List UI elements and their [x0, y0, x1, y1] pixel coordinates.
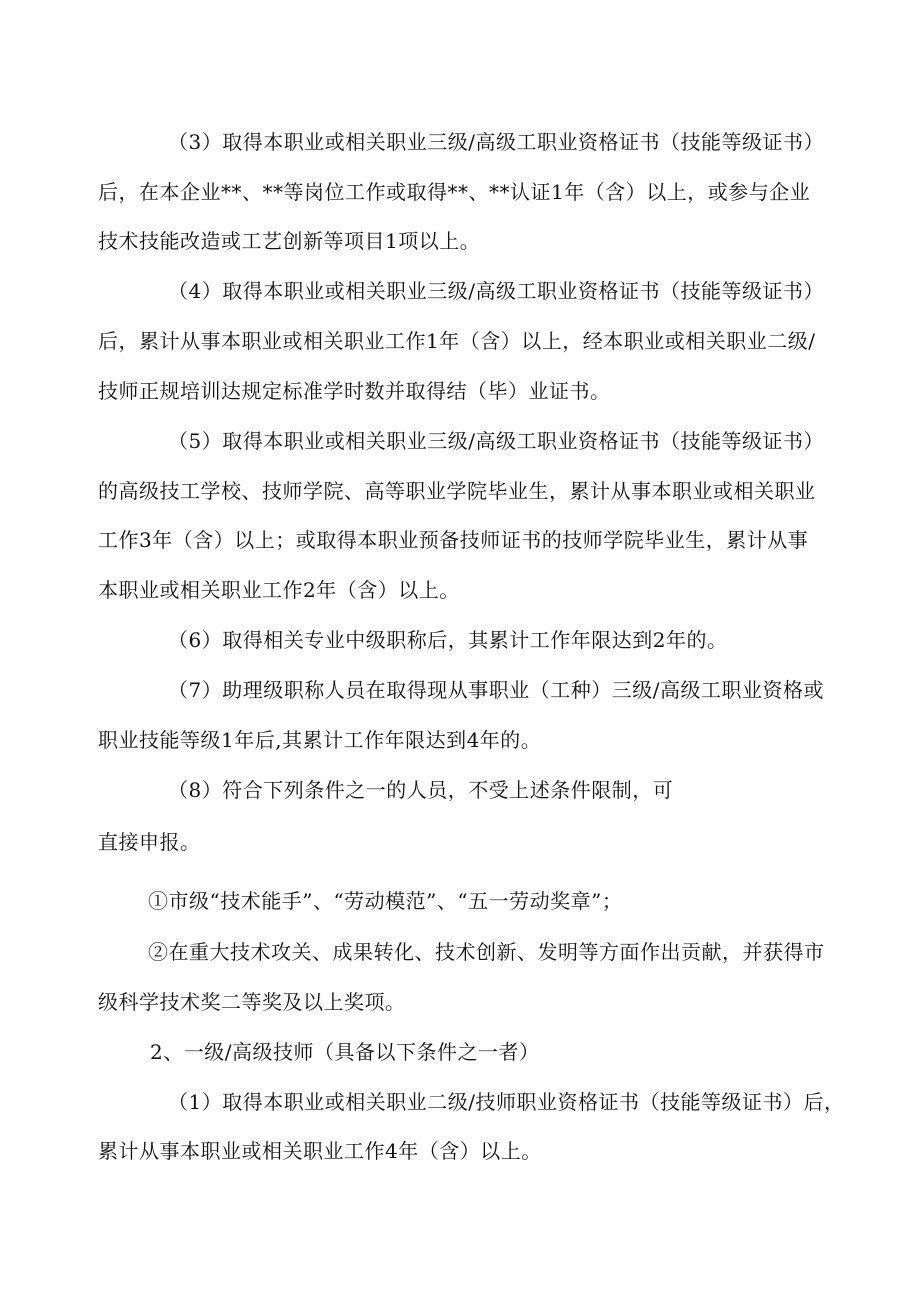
paragraph-3-line-1: （3）取得本职业或相关职业三级/高级工职业资格证书（技能等级证书）: [168, 130, 824, 154]
paragraph-3-line-3: 技术技能改造或工艺创新等项目1项以上。: [98, 229, 481, 253]
paragraph-8-line-1: （8）符合下列条件之一的人员，不受上述条件限制，可: [168, 778, 674, 802]
paragraph-5-line-4: 本职业或相关职业工作2年（含）以上。: [98, 578, 460, 602]
paragraph-5-line-1: （5）取得本职业或相关职业三级/高级工职业资格证书（技能等级证书）: [168, 429, 824, 453]
paragraph-4-line-1: （4）取得本职业或相关职业三级/高级工职业资格证书（技能等级证书）: [168, 279, 824, 303]
item-2-line-1: ②在重大技术攻关、成果转化、技术创新、发明等方面作出贡献，并获得市: [148, 940, 825, 964]
paragraph-7-line-2: 职业技能等级1年后,其累计工作年限达到4年的。: [98, 728, 542, 752]
paragraph-8-line-2: 直接申报。: [98, 830, 201, 854]
section-2-item-1-line-2: 累计从事本职业或相关职业工作4年（含）以上。: [98, 1139, 542, 1163]
paragraph-7-line-1: （7）助理级职称人员在取得现从事职业（工种）三级/高级工职业资格或: [168, 678, 824, 702]
item-2-line-2: 级科学技术奖二等奖及以上奖项。: [98, 990, 406, 1014]
item-1-line-1: ①市级“技术能手”、“劳动模范”、“五一劳动奖章”；: [148, 889, 623, 913]
paragraph-5-line-2: 的高级技工学校、技师学院、高等职业学院毕业生，累计从事本职业或相关职业: [98, 479, 816, 503]
paragraph-5-line-3: 工作3年（含）以上；或取得本职业预备技师证书的技师学院毕业生，累计从事: [98, 528, 809, 552]
section-2-heading: 2、一级/高级技师（具备以下条件之一者）: [150, 1040, 540, 1064]
paragraph-3-line-2: 后，在本企业**、**等岗位工作或取得**、**认证1年（含）以上，或参与企业: [98, 180, 811, 204]
paragraph-4-line-2: 后，累计从事本职业或相关职业工作1年（含）以上，经本职业或相关职业二级/: [98, 329, 816, 353]
paragraph-4-line-3: 技师正规培训达规定标准学时数并取得结（毕）业证书。: [98, 379, 611, 403]
section-2-item-1-line-1: （1）取得本职业或相关职业二级/技师职业资格证书（技能等级证书）后，: [168, 1090, 845, 1114]
paragraph-6-line-1: （6）取得相关专业中级职称后，其累计工作年限达到2年的。: [168, 628, 728, 652]
